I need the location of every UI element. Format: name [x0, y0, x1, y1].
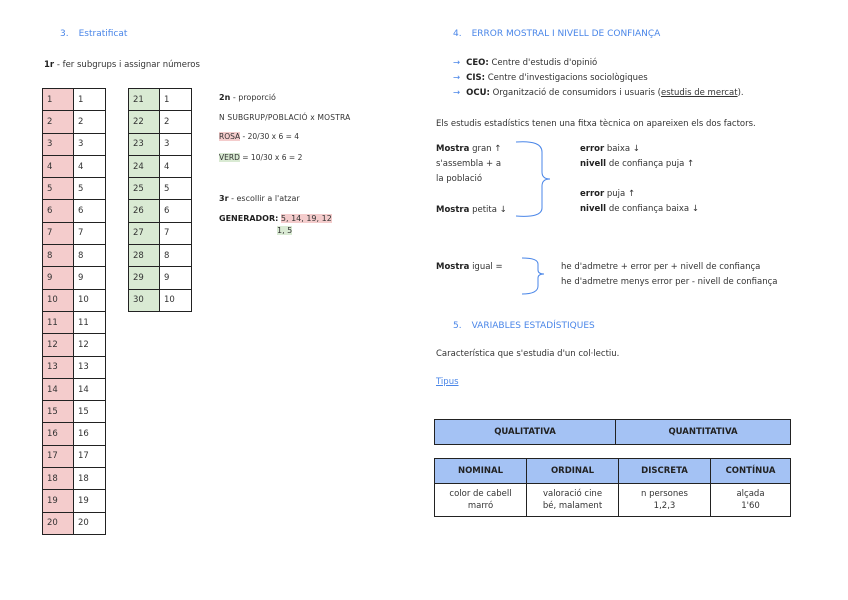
table-row [43, 423, 106, 445]
population-number-cell: 24 [129, 155, 160, 177]
arrow-right-icon: → [453, 73, 461, 83]
table-row [43, 512, 106, 534]
discrete-header: DISCRETA [619, 459, 711, 484]
population-number-cell: 30 [129, 289, 160, 311]
confidence-down-text: de confiança baixa ↓ [608, 204, 699, 214]
population-number-cell: 8 [43, 245, 74, 267]
big-sample-line [436, 144, 501, 154]
table-row [43, 356, 106, 378]
subgroup-number-cell: 6 [74, 200, 106, 222]
table-row [129, 222, 192, 244]
population-number-cell: 13 [43, 356, 74, 378]
big-sample-confidence [580, 159, 694, 169]
step-3-label: 3r [219, 194, 229, 203]
table-row [129, 200, 192, 222]
discrete-example: n persones 1,2,3 [619, 484, 711, 517]
step-1-label: 1r [44, 60, 55, 70]
population-number-cell: 11 [43, 311, 74, 333]
subgroup-number-cell: 13 [74, 356, 106, 378]
section-5-number: 5. [453, 321, 462, 331]
step-2-description: - proporció [232, 93, 276, 102]
section-5-heading [453, 321, 595, 331]
population-number-cell: 15 [43, 401, 74, 423]
subgroup-number-cell: 6 [160, 200, 192, 222]
error-up-text: puja ↑ [606, 189, 636, 199]
population-number-cell: 16 [43, 423, 74, 445]
table-row [43, 334, 106, 356]
small-sample-line [436, 205, 507, 215]
table-row [43, 378, 106, 400]
subgroup-number-cell: 7 [74, 222, 106, 244]
bullet-ocu-tail: ). [737, 88, 744, 98]
equal-sample-label: Mostra [436, 262, 470, 272]
nominal-header: NOMINAL [435, 459, 527, 484]
continuous-header: CONTÍNUA [711, 459, 791, 484]
subgroup-number-cell: 9 [74, 267, 106, 289]
section-3-number: 3. [60, 29, 69, 39]
table-row [129, 289, 192, 311]
big-sample-line-2: s'assembla + a [436, 159, 502, 169]
variable-definition: Característica que s'estudia d'un col·lectiu. [436, 349, 620, 359]
arrow-right-icon: → [453, 58, 461, 68]
equal-sample-text: igual = [472, 262, 503, 272]
table-row [43, 289, 106, 311]
subgroup-number-cell: 5 [74, 178, 106, 200]
technical-sheet-intro: Els estudis estadístics tenen una fitxa tècnica on apareixen els dos factors. [436, 119, 756, 129]
population-number-cell: 1 [43, 89, 74, 111]
error-low-text: baixa ↓ [606, 144, 640, 154]
small-sample-label: Mostra [436, 205, 470, 215]
error-label: error [580, 189, 605, 199]
population-number-cell: 20 [43, 512, 74, 534]
subgroup-number-cell: 19 [74, 490, 106, 512]
table-row [43, 401, 106, 423]
table-row [129, 245, 192, 267]
generator-line [219, 214, 332, 223]
population-number-cell: 28 [129, 245, 160, 267]
population-number-cell: 17 [43, 445, 74, 467]
big-sample-label: Mostra [436, 144, 470, 154]
generator-green-line [277, 226, 292, 235]
table-row [129, 178, 192, 200]
confidence-label: nivell [580, 204, 607, 214]
table-row [43, 267, 106, 289]
table-row [43, 245, 106, 267]
subgroup-number-cell: 17 [74, 445, 106, 467]
sample-table-green [128, 88, 192, 312]
rosa-calculation [219, 132, 299, 141]
population-number-cell: 2 [43, 111, 74, 133]
population-number-cell: 23 [129, 133, 160, 155]
generator-green-values: 1, 5 [277, 226, 293, 235]
subgroup-number-cell: 2 [74, 111, 106, 133]
table-row [43, 490, 106, 512]
variable-types-table [434, 419, 791, 445]
population-number-cell: 10 [43, 289, 74, 311]
population-number-cell: 14 [43, 378, 74, 400]
bullet-ceo [453, 58, 597, 68]
confidence-label: nivell [580, 159, 607, 169]
section-4-number: 4. [453, 29, 462, 39]
step-2-text [219, 93, 276, 102]
table-row [129, 133, 192, 155]
proportion-formula: N SUBGRUP/POBLACIÓ x MOSTRA [219, 113, 351, 122]
subgroup-number-cell: 10 [74, 289, 106, 311]
bullet-ceo-label: CEO: [466, 58, 489, 68]
subgroup-number-cell: 7 [160, 222, 192, 244]
verd-formula: = 10/30 x 6 = 2 [242, 153, 303, 162]
curly-brace-icon [520, 256, 560, 296]
population-number-cell: 3 [43, 133, 74, 155]
subgroup-number-cell: 12 [74, 334, 106, 356]
table-row [43, 445, 106, 467]
verd-label: VERD [219, 153, 240, 162]
subgroup-number-cell: 3 [74, 133, 106, 155]
subgroup-number-cell: 15 [74, 401, 106, 423]
subgroup-number-cell: 8 [160, 245, 192, 267]
subgroup-number-cell: 1 [160, 89, 192, 111]
population-number-cell: 12 [43, 334, 74, 356]
population-number-cell: 9 [43, 267, 74, 289]
population-number-cell: 26 [129, 200, 160, 222]
population-number-cell: 5 [43, 178, 74, 200]
ordinal-example: valoració cine bé, malament [527, 484, 619, 517]
table-row [129, 111, 192, 133]
verd-calculation [219, 153, 302, 162]
population-number-cell: 21 [129, 89, 160, 111]
table-row [43, 200, 106, 222]
bullet-ocu-text: Organització de consumidors i usuaris ( [492, 88, 661, 98]
subgroup-number-cell: 10 [160, 289, 192, 311]
bullet-ocu-label: OCU: [466, 88, 490, 98]
table-row [129, 89, 192, 111]
subgroup-number-cell: 2 [160, 111, 192, 133]
population-number-cell: 19 [43, 490, 74, 512]
rosa-label: ROSA [219, 132, 241, 141]
population-number-cell: 27 [129, 222, 160, 244]
variable-subtypes-table [434, 458, 791, 517]
population-number-cell: 29 [129, 267, 160, 289]
small-sample-confidence [580, 204, 699, 214]
section-3-title: Estratificat [78, 29, 128, 39]
step-1-description: - fer subgrups i assignar números [56, 60, 200, 70]
tipus-link[interactable]: Tipus [436, 377, 459, 387]
continuous-example: alçada 1'60 [711, 484, 791, 517]
population-number-cell: 18 [43, 468, 74, 490]
table-row [43, 111, 106, 133]
bullet-cis-text: Centre d'investigacions sociològiques [487, 73, 648, 83]
subgroup-number-cell: 3 [160, 133, 192, 155]
subgroup-number-cell: 16 [74, 423, 106, 445]
generator-red-values: 5, 14, 19, 12 [280, 214, 332, 223]
population-number-cell: 25 [129, 178, 160, 200]
table-row [43, 311, 106, 333]
population-number-cell: 4 [43, 155, 74, 177]
big-sample-text: gran ↑ [472, 144, 502, 154]
qualitative-header: QUALITATIVA [435, 420, 616, 445]
equal-sample-line [436, 262, 503, 272]
bullet-ceo-text: Centre d'estudis d'opinió [491, 58, 598, 68]
section-4-title: ERROR MOSTRAL I NIVELL DE CONFIANÇA [471, 29, 661, 39]
subgroup-number-cell: 20 [74, 512, 106, 534]
rosa-formula: - 20/30 x 6 = 4 [242, 132, 300, 141]
population-number-cell: 7 [43, 222, 74, 244]
subgroup-number-cell: 14 [74, 378, 106, 400]
table-row [43, 89, 106, 111]
population-number-cell: 22 [129, 111, 160, 133]
subgroup-number-cell: 18 [74, 468, 106, 490]
small-sample-error [580, 189, 635, 199]
table-row [43, 468, 106, 490]
bullet-cis-label: CIS: [466, 73, 486, 83]
subgroup-number-cell: 1 [74, 89, 106, 111]
big-sample-error [580, 144, 640, 154]
subgroup-number-cell: 4 [74, 155, 106, 177]
step-3-text [219, 194, 300, 203]
table-row [43, 178, 106, 200]
section-5-title: VARIABLES ESTADÍSTIQUES [471, 321, 595, 331]
bullet-cis [453, 73, 648, 83]
market-studies-link[interactable]: estudis de mercat [660, 88, 738, 98]
curly-brace-icon [514, 138, 574, 220]
step-1-text [44, 60, 200, 70]
subgroup-number-cell: 5 [160, 178, 192, 200]
sample-table-pink [42, 88, 106, 535]
error-label: error [580, 144, 605, 154]
bullet-ocu [453, 88, 744, 98]
generator-label: GENERADOR: [219, 214, 279, 223]
table-row [43, 133, 106, 155]
population-number-cell: 6 [43, 200, 74, 222]
table-row [129, 267, 192, 289]
section-3-heading [60, 29, 127, 39]
quantitative-header: QUANTITATIVA [616, 420, 791, 445]
step-2-label: 2n [219, 93, 231, 102]
step-3-description: - escollir a l'atzar [231, 194, 300, 203]
nominal-example: color de cabell marró [435, 484, 527, 517]
ordinal-header: ORDINAL [527, 459, 619, 484]
table-row [43, 155, 106, 177]
subgroup-number-cell: 11 [74, 311, 106, 333]
subgroup-number-cell: 9 [160, 267, 192, 289]
big-sample-line-3: la població [436, 174, 483, 184]
confidence-up-text: de confiança puja ↑ [608, 159, 695, 169]
equal-more-error: he d'admetre + error per + nivell de confiança [561, 262, 761, 272]
small-sample-text: petita ↓ [472, 205, 507, 215]
table-row [129, 155, 192, 177]
subgroup-number-cell: 4 [160, 155, 192, 177]
subgroup-number-cell: 8 [74, 245, 106, 267]
equal-less-error: he d'admetre menys error per - nivell de confiança [561, 277, 778, 287]
arrow-right-icon: → [453, 88, 461, 98]
section-4-heading [453, 29, 660, 39]
table-row [43, 222, 106, 244]
